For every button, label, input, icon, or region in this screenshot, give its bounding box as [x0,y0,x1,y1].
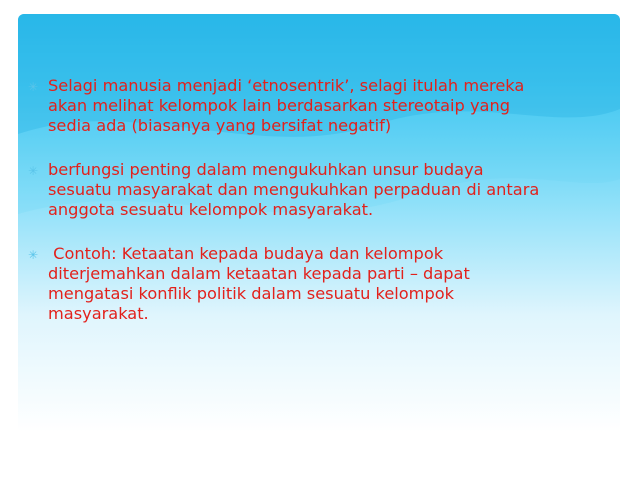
bullet-text-line: diterjemahkan dalam ketaatan kepada parti – dapat [48,264,470,283]
bullet-text-line: Selagi manusia menjadi ‘etnosentrik’, selagi itulah mereka [48,76,525,95]
asterisk-bullet-icon: ✳ [28,164,39,178]
bullet-item [28,160,588,220]
bullet-list [28,76,588,348]
asterisk-bullet-icon: ✳ [28,248,39,262]
bullet-item [28,244,588,324]
bullet-text-line: sedia ada (biasanya yang bersifat negatif) [48,116,392,135]
bullet-text-line: masyarakat. [48,304,149,323]
bullet-text-line: akan melihat kelompok lain berdasarkan stereotaip yang [48,96,511,115]
bullet-text-line: anggota sesuatu kelompok masyarakat. [48,200,374,219]
asterisk-bullet-icon: ✳ [28,80,39,94]
bullet-text-line: Contoh: Ketaatan kepada budaya dan kelompok [48,244,444,263]
bullet-text-line: sesuatu masyarakat dan mengukuhkan perpaduan di antara [48,180,540,199]
bullet-text-line: berfungsi penting dalam mengukuhkan unsur budaya [48,160,484,179]
bullet-item [28,76,588,136]
bullet-text-line: mengatasi konflik politik dalam sesuatu kelompok [48,284,454,303]
